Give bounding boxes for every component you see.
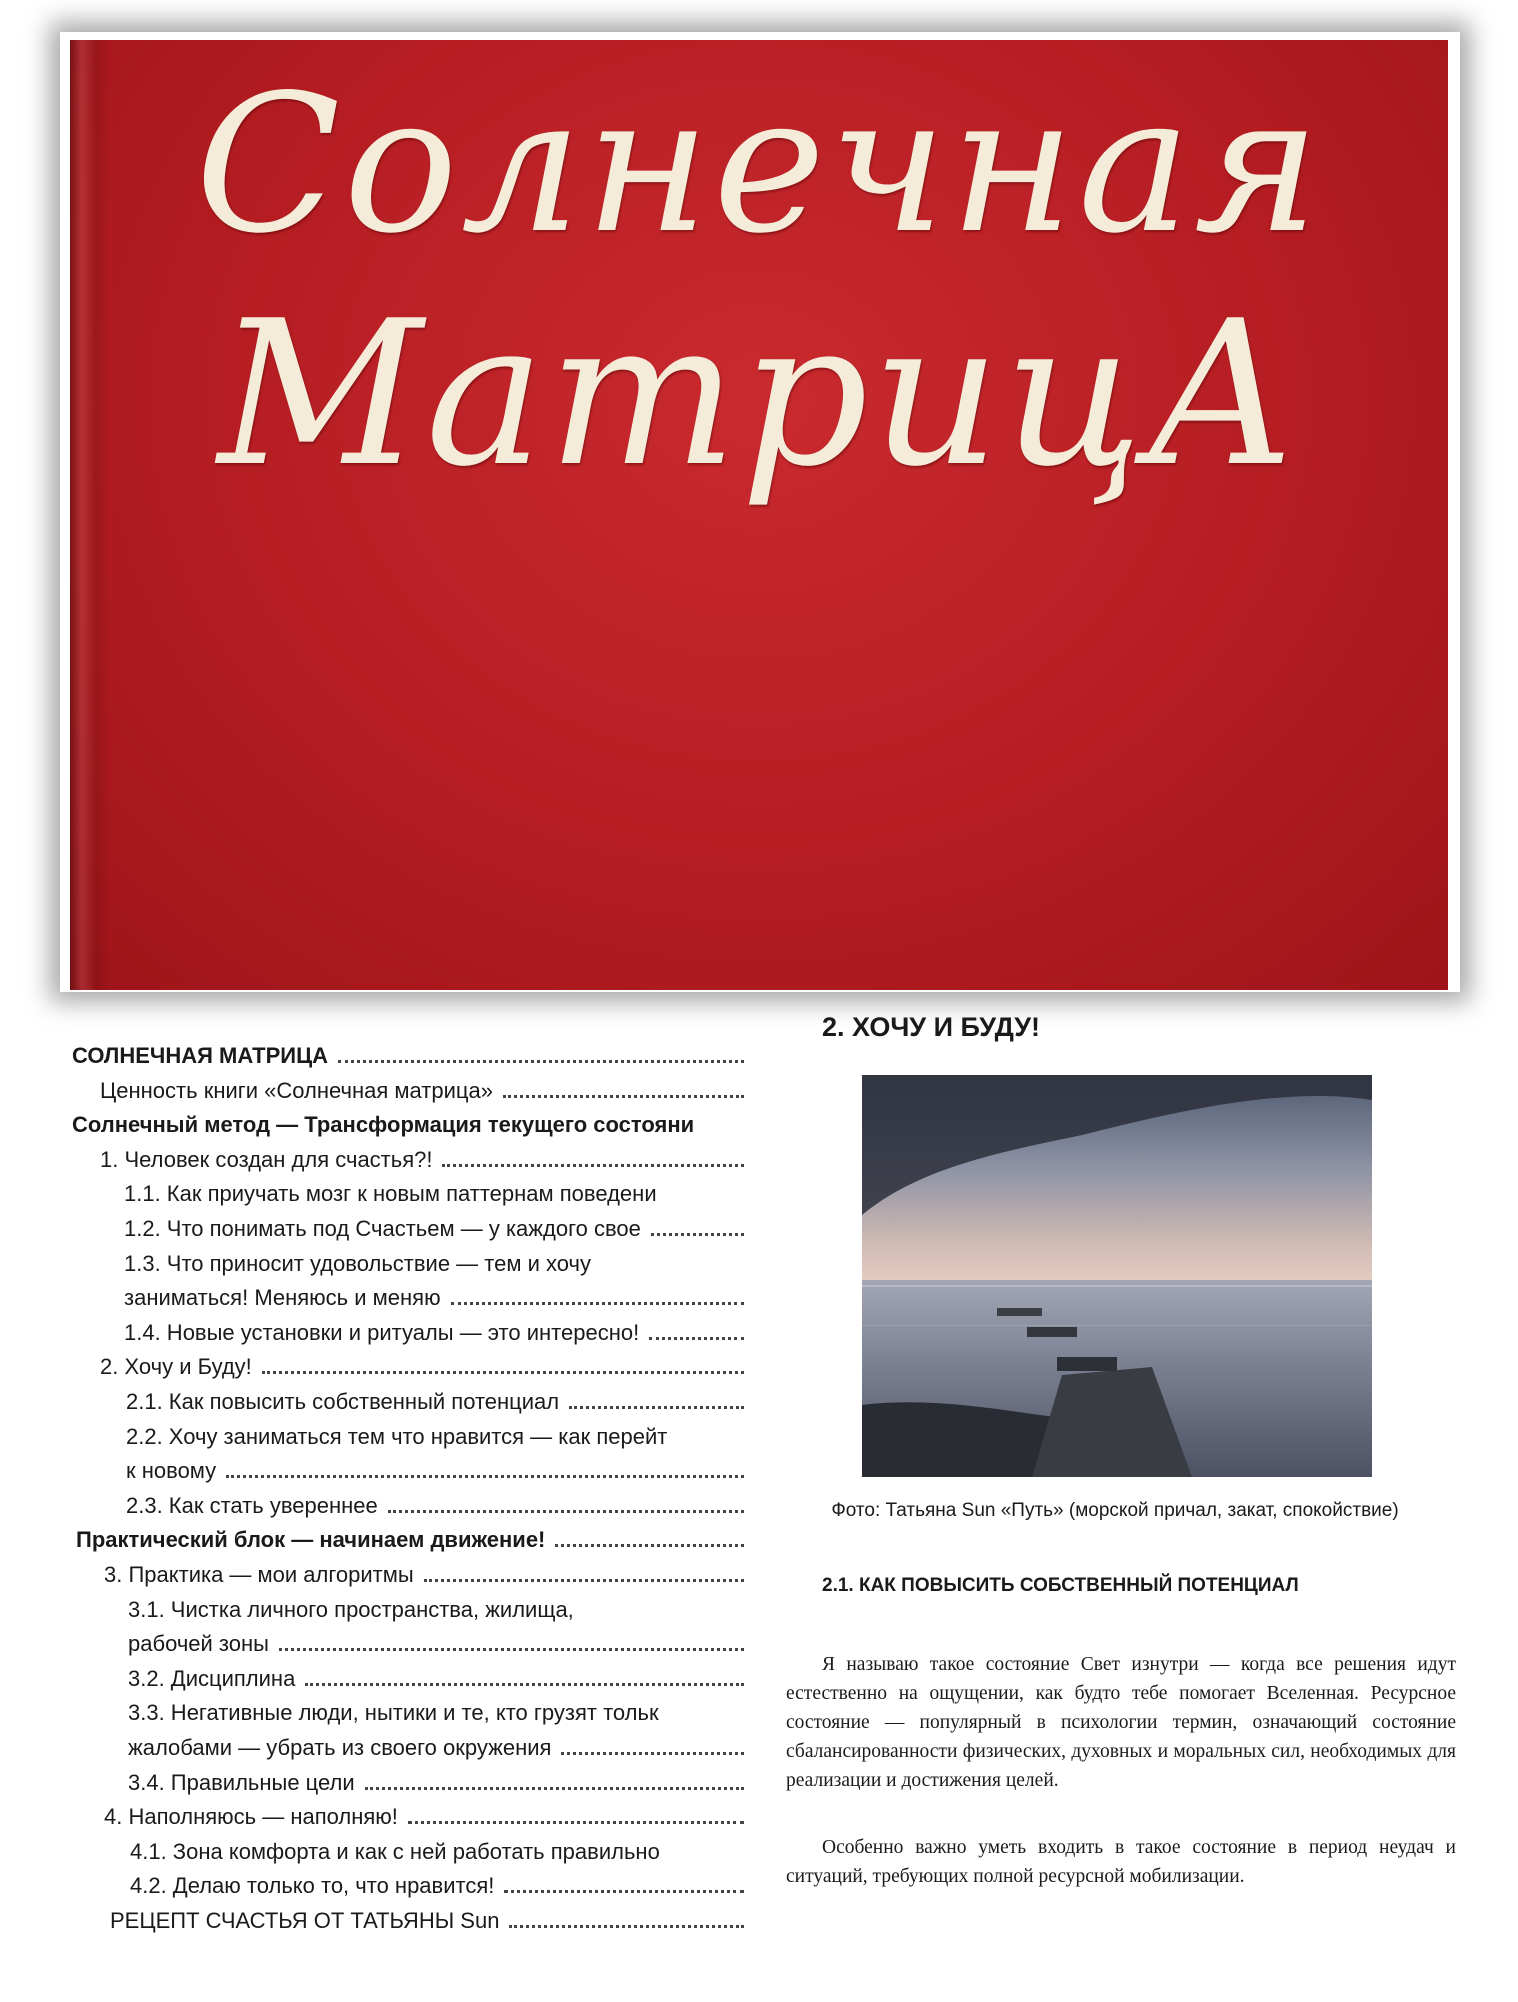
- cover-title-line2: МатрицА: [217, 278, 1301, 511]
- toc-entry-text: Солнечный метод — Трансформация текущего состояни: [72, 1112, 695, 1138]
- body-paragraph-2: Особенно важно уметь входить в такое состояние в период неудач и ситуаций, требующих полной ресурсной мобилизации.: [786, 1837, 1456, 1887]
- toc-entry-text: 4.2. Делаю только то, что нравится!: [130, 1873, 495, 1899]
- toc-entry[interactable]: [72, 1659, 744, 1693]
- toc-dot-leader: [305, 1683, 744, 1686]
- toc-entry[interactable]: [72, 1728, 744, 1762]
- toc-dot-leader: [503, 1095, 744, 1098]
- toc-dot-leader: [338, 1060, 744, 1063]
- toc-entry[interactable]: [72, 1486, 744, 1520]
- toc-entry[interactable]: [72, 1140, 744, 1174]
- toc-entry-text: 2. Хочу и Буду!: [100, 1354, 252, 1380]
- toc-entry-text: заниматься! Меняюсь и меняю: [124, 1285, 441, 1311]
- toc-entry-text: 2.1. Как повысить собственный потенциал: [126, 1389, 560, 1414]
- toc-entry-text: СОЛНЕЧНАЯ МАТРИЦА: [72, 1043, 329, 1068]
- toc-entry-text: рабочей зоны: [128, 1631, 269, 1657]
- toc-entry-text: 4. Наполняюсь — наполняю!: [104, 1804, 398, 1830]
- toc-entry[interactable]: [72, 1451, 744, 1485]
- toc-dot-leader: [555, 1544, 744, 1547]
- toc-dot-leader: [262, 1371, 744, 1374]
- toc-entry-text: 2.3. Как стать увереннее: [126, 1492, 378, 1518]
- toc-entry-text: 3. Практика — мои алгоритмы: [104, 1562, 414, 1587]
- toc-entry-text: 1.3. Что приносит удовольствие — тем и хочу: [124, 1250, 591, 1276]
- toc-entry[interactable]: [72, 1382, 744, 1416]
- toc-entry-text: 4.1. Зона комфорта и как с ней работать правильно: [130, 1838, 660, 1864]
- toc-dot-leader: [365, 1787, 744, 1790]
- toc-entry[interactable]: [72, 1832, 744, 1866]
- toc-entry[interactable]: [72, 1866, 744, 1900]
- toc-dot-leader: [226, 1475, 744, 1478]
- subsection-title: 2.1. КАК ПОВЫСИТЬ СОБСТВЕННЫЙ ПОТЕНЦИАЛ: [822, 1575, 1299, 1596]
- toc-entry[interactable]: [72, 1244, 744, 1278]
- toc-entry[interactable]: [72, 1209, 744, 1243]
- toc-entry-text: 1.4. Новые установки и ритуалы — это интересно!: [124, 1319, 640, 1345]
- toc-entry-text: 1.2. Что понимать под Счастьем — у каждого свое: [124, 1216, 641, 1241]
- toc-dot-leader: [561, 1752, 744, 1755]
- toc-entry[interactable]: [72, 1624, 744, 1658]
- toc-dot-leader: [569, 1406, 744, 1409]
- toc-entry-text: 3.1. Чистка личного пространства, жилища,: [128, 1596, 574, 1622]
- toc-dot-leader: [408, 1821, 744, 1824]
- toc-dot-leader: [388, 1510, 744, 1513]
- toc-entry-text: 1. Человек создан для счастья?!: [100, 1146, 433, 1172]
- book-cover: [70, 40, 1448, 990]
- toc-entry[interactable]: [72, 1763, 744, 1797]
- toc-entry-text: 3.2. Дисциплина: [128, 1665, 296, 1691]
- photo-image: [862, 1075, 1372, 1477]
- sea-pier-photo: [862, 1075, 1372, 1477]
- toc-entry[interactable]: [72, 1278, 744, 1312]
- photo-caption: Фото: Татьяна Sun «Путь» (морской причал, закат, спокойствие): [831, 1500, 1399, 1521]
- toc-entry-text: 1.1. Как приучать мозг к новым паттернам поведени: [124, 1181, 657, 1207]
- toc-dot-leader: [279, 1648, 744, 1651]
- toc-entry-text: жалобами — убрать из своего окружения: [128, 1735, 552, 1760]
- table-of-contents: [72, 1036, 744, 1976]
- toc-entry-text: к новому: [126, 1458, 217, 1484]
- body-paragraph-1: Я называю такое состояние Свет изнутри — когда все решения идут естественно на ощущении, как будто тебе помогает Вселенная. Ресурсное состояние — популярный в психологии термин, означающий состояние сбалансированности физических, духовных и моральных сил, необходимых для реализации и достижения целей.: [786, 1654, 1456, 1791]
- toc-dot-leader: [504, 1890, 744, 1893]
- toc-entry[interactable]: [72, 1174, 744, 1208]
- toc-entry[interactable]: [72, 1520, 744, 1554]
- toc-entry-text: Ценность книги «Солнечная матрица»: [100, 1077, 493, 1103]
- toc-dot-leader: [509, 1925, 744, 1928]
- toc-entry-text: Практический блок — начинаем движение!: [76, 1527, 546, 1553]
- toc-dot-leader: [651, 1233, 744, 1236]
- toc-entry[interactable]: [72, 1417, 744, 1451]
- toc-entry[interactable]: [72, 1036, 744, 1070]
- toc-entry[interactable]: [72, 1555, 744, 1589]
- toc-entry-text: 3.4. Правильные цели: [128, 1769, 355, 1795]
- toc-dot-leader: [649, 1337, 744, 1340]
- toc-dot-leader: [442, 1164, 744, 1167]
- toc-entry-text: 3.3. Негативные люди, нытики и те, кто грузят тольк: [128, 1700, 659, 1726]
- toc-entry[interactable]: [72, 1901, 744, 1935]
- toc-dot-leader: [451, 1302, 744, 1305]
- toc-entry[interactable]: [72, 1313, 744, 1347]
- toc-dot-leader: [424, 1579, 744, 1582]
- toc-entry[interactable]: [72, 1105, 744, 1139]
- toc-entry-text: РЕЦЕПТ СЧАСТЬЯ ОТ ТАТЬЯНЫ Sun: [110, 1908, 500, 1933]
- toc-entry[interactable]: [72, 1347, 744, 1381]
- toc-entry[interactable]: [72, 1797, 744, 1831]
- toc-entry[interactable]: [72, 1071, 744, 1105]
- cover-title-line1: Солнечная: [195, 54, 1323, 275]
- section-title: 2. ХОЧУ И БУДУ!: [822, 1012, 1041, 1042]
- toc-entry[interactable]: [72, 1590, 744, 1624]
- toc-entry[interactable]: [72, 1693, 744, 1727]
- toc-entry-text: 2.2. Хочу заниматься тем что нравится — как перейт: [126, 1423, 668, 1449]
